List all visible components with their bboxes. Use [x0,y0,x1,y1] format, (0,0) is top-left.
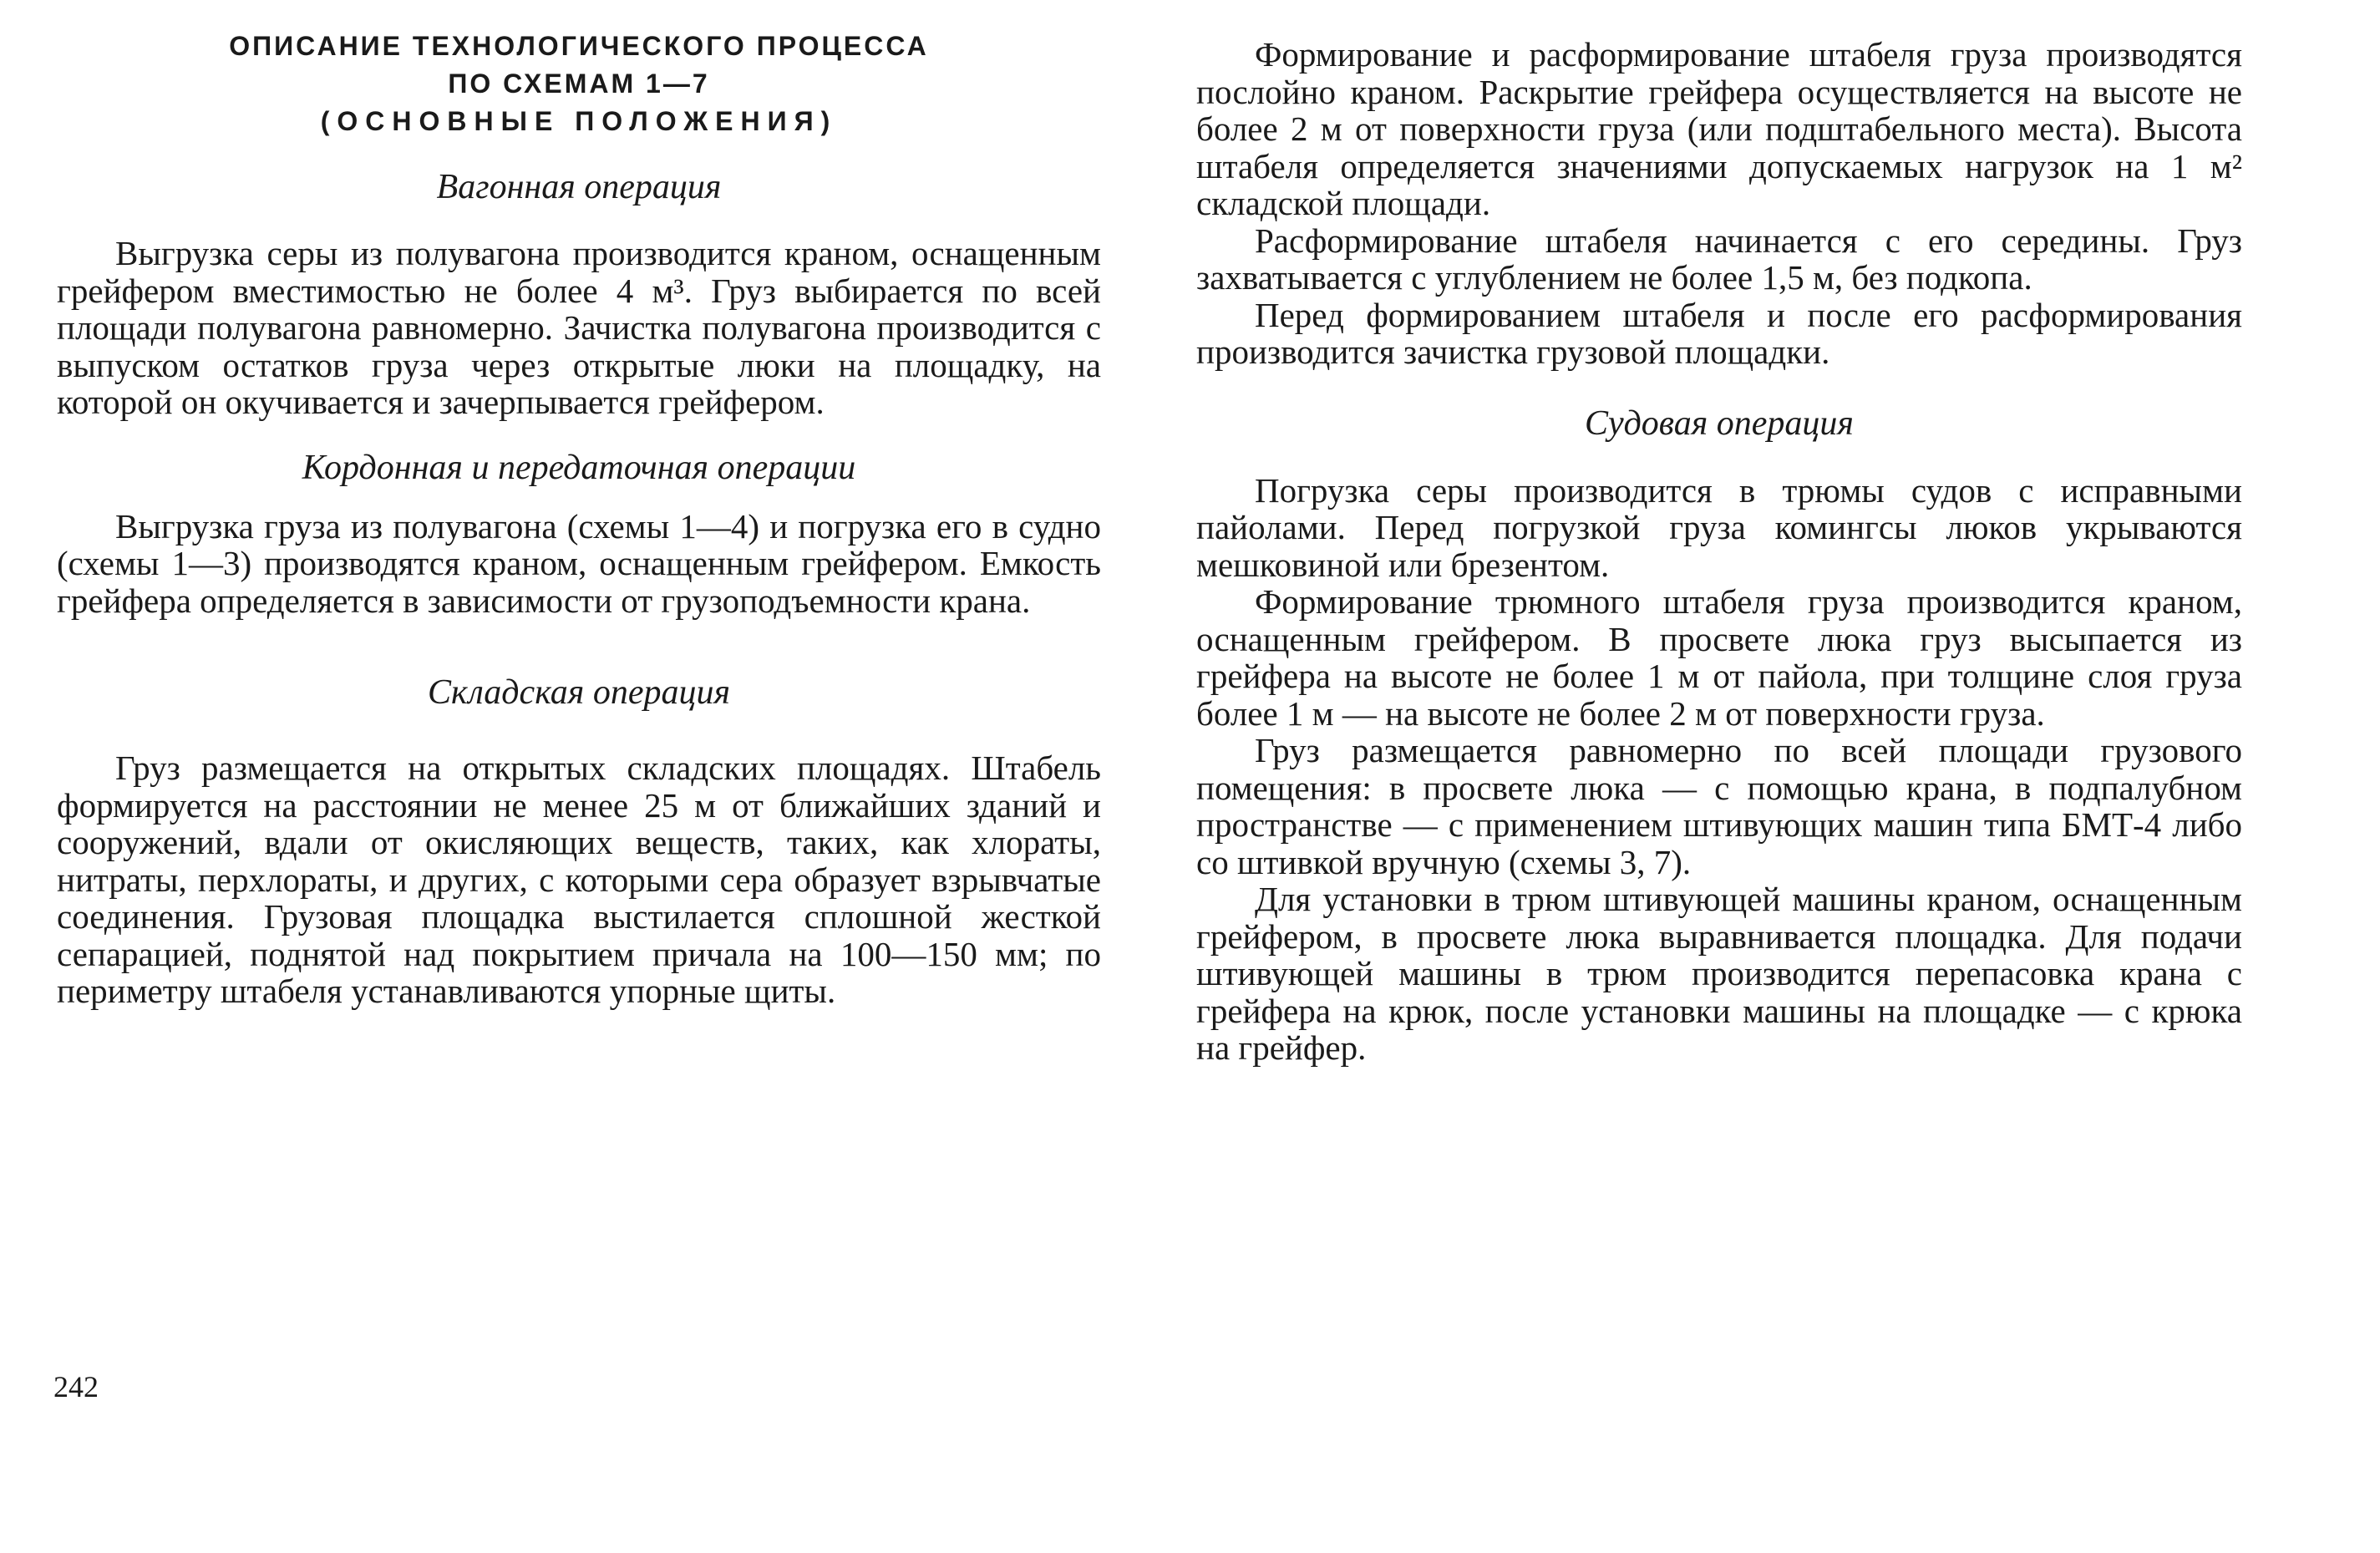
paragraph-cordon-operation: Выгрузка груза из полувагона (схемы 1—4) и погрузка его в судно (схемы 1—3) производятся краном, оснащенным грейфером. Емкость грейфера определяется в зависимости от грузоподъемности крана. [57,506,1101,620]
paragraph-stack-forming: Формирование и расформирование штабеля груза производятся послойно краном. Раскрытие грейфера осуществляется на высоте не более 2 м от поверхности груза (или подштабельного места). Высота штабеля определяется значениями допускаемых нагрузок на 1 м² складской площади. [1196,35,2242,222]
title-line-1: ОПИСАНИЕ ТЕХНОЛОГИЧЕСКОГО ПРОЦЕССА [229,31,929,61]
title-line-2: ПО СХЕМАМ 1—7 [448,69,710,99]
left-column [57,0,1101,1010]
page-number: 242 [53,1370,99,1403]
page-title [57,28,1101,140]
title-line-3: (ОСНОВНЫЕ ПОЛОЖЕНИЯ) [320,106,838,136]
paragraph-warehouse-operation: Груз размещается на открытых складских площадях. Штабель формируется на расстоянии не менее 25 м от ближайших зданий и сооружений, вдали от окисляющих веществ, таких, как хлораты, нитраты, перхлораты, и других, с которыми сера образует взрывчатые соединения. Грузовая площадка выстилается сплошной жесткой сепарацией, поднятой над покрытием причала на 100—150 мм; по периметру штабеля устанавливаются упорные щиты. [57,749,1101,1010]
heading-wagon-operation: Вагонная операция [436,168,722,206]
paragraph-cargo-placement: Груз размещается равномерно по всей площади грузового помещения: в просвете люка — с помощью крана, в подпалубном пространстве — с применением штивующих машин типа БМТ-4 либо со штивкой вручную (схемы 3, 7). [1196,731,2242,881]
heading-cordon-operation: Кордонная и передаточная операции [302,448,856,487]
heading-ship-operation: Судовая операция [1585,403,1854,443]
paragraph-ship-loading: Погрузка серы производится в трюмы судов с исправными пайолами. Перед погрузкой груза комингсы люков укрываются мешковиной или брезентом. [1196,470,2242,584]
heading-warehouse-operation: Складская операция [427,673,730,712]
paragraph-area-cleaning: Перед формированием штабеля и после его расформирования производится зачистка грузовой площадки. [1196,295,2242,371]
paragraph-wagon-operation: Выгрузка серы из полувагона производится краном, оснащенным грейфером вместимостью не более 4 м³. Груз выбирается по всей площади полувагона равномерно. Зачистка полувагона производится с выпуском остатков груза через открытые люки на площадку, на которой он окучивается и зачерпывается грейфером. [57,234,1101,421]
paragraph-stack-disbanding: Расформирование штабеля начинается с его середины. Груз захватывается с углублением не более 1,5 м, без подкопа. [1196,221,2242,297]
paragraph-hold-stack: Формирование трюмного штабеля груза производится краном, оснащенным грейфером. В просвете люка груз высыпается из грейфера на высоте не более 1 м от пайола, при толщине слоя груза более 1 м — на высоте не более 2 м от поверхности груза. [1196,582,2242,733]
paragraph-trimming-machine: Для установки в трюм штивующей машины краном, оснащенным грейфером, в просвете люка выравнивается площадка. Для подачи штивующей машины в трюм производится перепасовка крана с грейфера на крюк, после установки машины на площадке — с крюка на грейфер. [1196,880,2242,1067]
right-column [1196,0,2242,1067]
